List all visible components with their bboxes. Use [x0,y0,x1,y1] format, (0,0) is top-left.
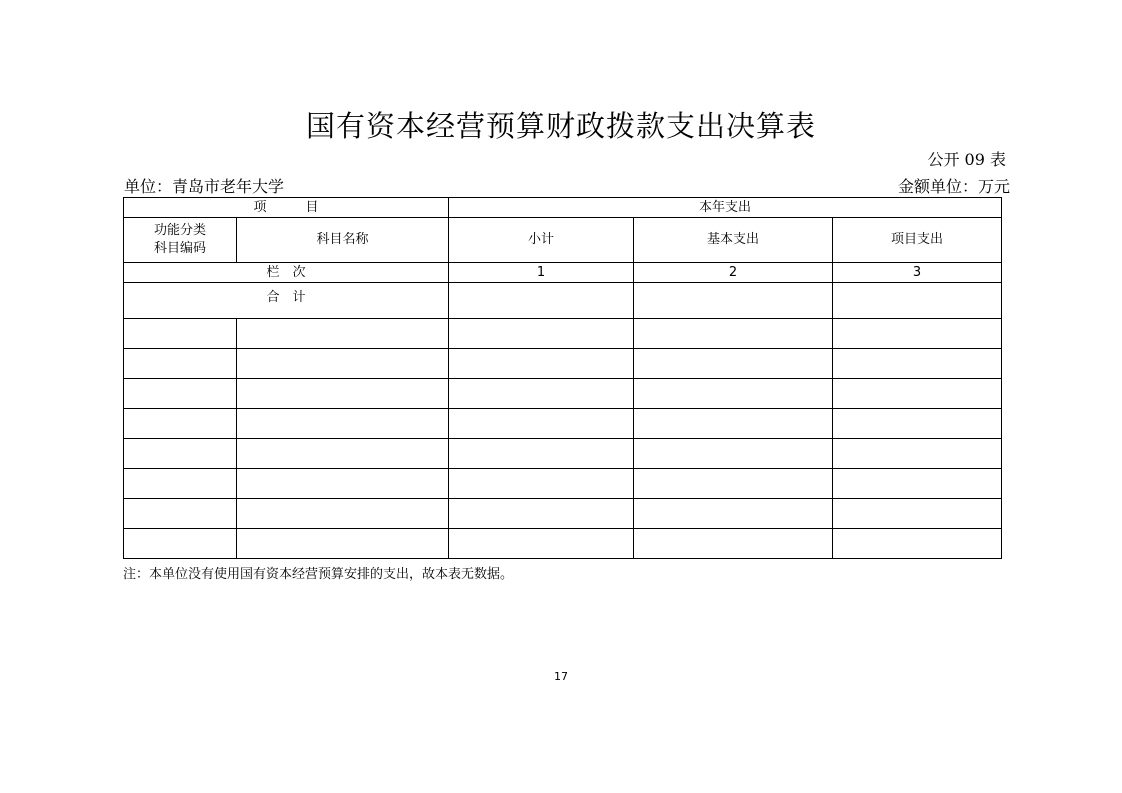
table-cell [237,349,449,379]
header-row-1 [124,198,1002,218]
total-label: 合 计 [124,283,449,319]
table-cell [124,349,237,379]
form-number: 公开 09 表 [927,150,1006,169]
total-project-cell [833,283,1002,319]
column-order-2: 2 [634,263,833,283]
table-cell [449,319,634,349]
table-cell [124,379,237,409]
table-cell [124,469,237,499]
column-order-1: 1 [449,263,634,283]
total-row [124,283,1002,319]
table-cell [237,319,449,349]
expenditure-table [123,197,1002,559]
amount-unit: 金额单位：万元 [897,177,1010,196]
table-cell [237,379,449,409]
table-cell [833,319,1002,349]
table-note: 注：本单位没有使用国有资本经营预算安排的支出，故本表无数据。 [123,567,514,582]
header-project-expense: 项目支出 [833,218,1002,263]
table-row [124,439,1002,469]
header-current-year-expense: 本年支出 [449,198,1002,218]
table-cell [124,529,237,559]
header-function-code-line1: 功能分类 [153,223,206,239]
table-cell [449,529,634,559]
table-cell [634,319,833,349]
page-number: 17 [554,670,568,683]
table-cell [449,409,634,439]
total-basic-cell [634,283,833,319]
table-cell [634,469,833,499]
header-subtotal: 小计 [449,218,634,263]
table-row [124,349,1002,379]
column-order-label: 栏 次 [124,263,449,283]
document-title: 国有资本经营预算财政拨款支出决算表 [305,109,816,143]
table-cell [237,409,449,439]
header-function-code [124,218,237,263]
table-cell [449,379,634,409]
table-cell [449,439,634,469]
table-cell [237,469,449,499]
reporting-unit: 单位：青岛市老年大学 [124,177,285,196]
table-row [124,499,1002,529]
table-cell [449,349,634,379]
table-cell [833,409,1002,439]
table-cell [634,379,833,409]
header-function-code-line2: 科目编码 [153,241,206,256]
table-cell [833,439,1002,469]
header-subject-name: 科目名称 [237,218,449,263]
table-cell [634,349,833,379]
header-basic-expense: 基本支出 [634,218,833,263]
table-cell [124,439,237,469]
table-cell [124,319,237,349]
table-row [124,469,1002,499]
table-cell [833,469,1002,499]
table-cell [833,349,1002,379]
header-item: 项 目 [124,198,449,218]
table-cell [124,409,237,439]
table-cell [634,529,833,559]
table-cell [449,469,634,499]
table-cell [833,499,1002,529]
table-cell [237,529,449,559]
table-cell [237,499,449,529]
table-cell [634,499,833,529]
header-row-2 [124,218,1002,263]
total-subtotal-cell [449,283,634,319]
table-cell [449,499,634,529]
column-order-row [124,263,1002,283]
table-cell [833,379,1002,409]
table-cell [833,529,1002,559]
column-order-3: 3 [833,263,1002,283]
table-row [124,319,1002,349]
table-row [124,379,1002,409]
table-cell [634,439,833,469]
table-cell [124,499,237,529]
table-row [124,409,1002,439]
table-cell [634,409,833,439]
table-row [124,529,1002,559]
table-cell [237,439,449,469]
